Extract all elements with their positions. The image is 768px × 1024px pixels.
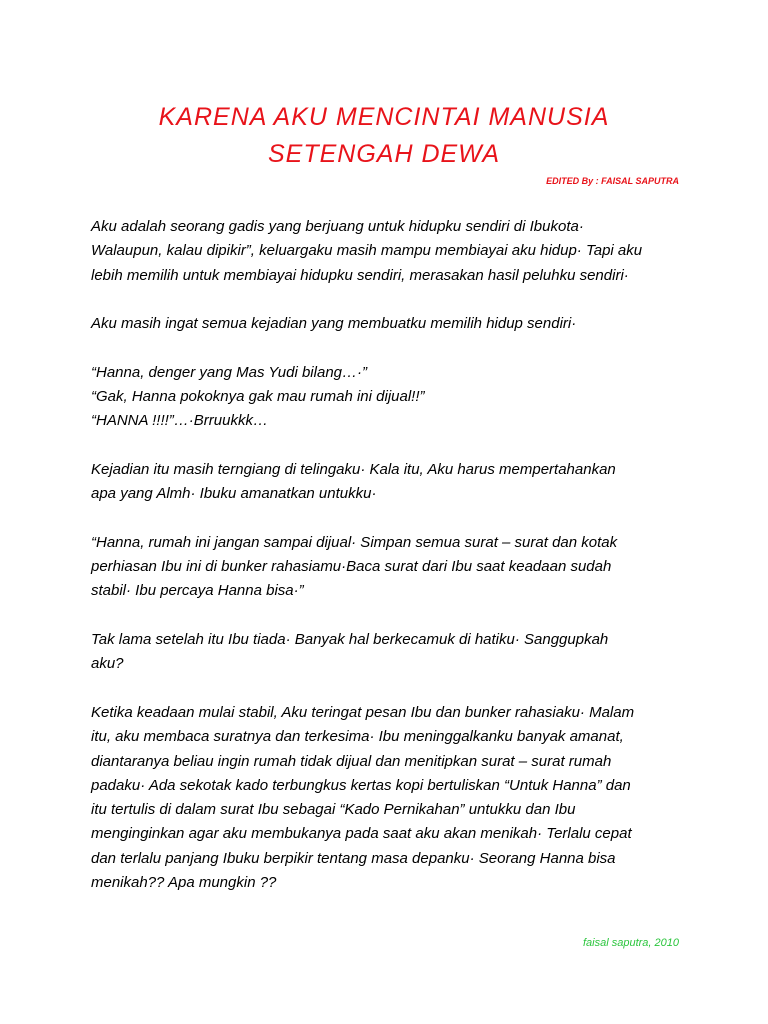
text-line: perhiasan Ibu ini di bunker rahasiamu·Baca surat dari Ibu saat keadaan sudah bbox=[91, 558, 612, 576]
text-line: Tak lama setelah itu Ibu tiada· Banyak hal berkecamuk di hatiku· Sanggupkah bbox=[91, 631, 609, 649]
text-line: “Hanna, denger yang Mas Yudi bilang…·” bbox=[91, 363, 367, 381]
text-line: Kejadian itu masih terngiang di telingaku· Kala itu, Aku harus mempertahankan bbox=[91, 460, 616, 478]
title-line: KARENA AKU MENCINTAI MANUSIA bbox=[158, 103, 610, 131]
paragraph bbox=[91, 531, 691, 604]
text-line: Walaupun, kalau dipikir”, keluargaku masih mampu membiayai aku hidup· Tapi aku bbox=[91, 242, 643, 260]
text-line: Aku masih ingat semua kejadian yang membuatku memilih hidup sendiri· bbox=[91, 315, 577, 333]
text-line: apa yang Almh· Ibuku amanatkan untukku· bbox=[91, 485, 377, 503]
text-line: Ketika keadaan mulai stabil, Aku teringat pesan Ibu dan bunker rahasiaku· Malam bbox=[91, 703, 635, 721]
edited-by-credit: EDITED By : FAISAL SAPUTRA bbox=[546, 176, 679, 186]
story-body bbox=[91, 215, 691, 920]
text-line: itu tertulis di dalam surat Ibu sebagai “Kado Pernikahan” untukku dan Ibu bbox=[91, 801, 576, 819]
text-line: lebih memilih untuk membiayai hidupku sendiri, merasakan hasil peluhku sendiri· bbox=[91, 266, 629, 284]
paragraph bbox=[91, 215, 691, 288]
dialogue-paragraph bbox=[91, 361, 691, 434]
text-line: Aku adalah seorang gadis yang berjuang untuk hidupku sendiri di Ibukota· bbox=[91, 218, 584, 235]
text-line: menginginkan agar aku membukanya pada saat aku akan menikah· Terlalu cepat bbox=[91, 825, 632, 843]
text-line: diantaranya beliau ingin rumah tidak dijual dan menitipkan surat – surat rumah bbox=[91, 752, 612, 770]
text-line: “HANNA !!!!”…·Brruukkk… bbox=[91, 412, 268, 430]
text-line: menikah?? Apa mungkin ?? bbox=[91, 874, 277, 892]
paragraph bbox=[91, 701, 691, 895]
text-line: padaku· Ada sekotak kado terbungkus kertas kopi bertuliskan “Untuk Hanna” dan bbox=[91, 776, 631, 794]
text-line: dan terlalu panjang Ibuku berpikir tentang masa depanku· Seorang Hanna bisa bbox=[91, 849, 616, 867]
author-signature: faisal saputra, 2010 bbox=[582, 937, 679, 949]
document-title bbox=[0, 99, 768, 173]
paragraph bbox=[91, 458, 691, 507]
paragraph bbox=[91, 628, 691, 677]
text-line: stabil· Ibu percaya Hanna bisa·” bbox=[91, 582, 304, 600]
title-line: SETENGAH DEWA bbox=[267, 140, 501, 168]
text-line: aku? bbox=[91, 655, 124, 673]
text-line: “Gak, Hanna pokoknya gak mau rumah ini dijual!!” bbox=[91, 388, 425, 406]
text-line: “Hanna, rumah ini jangan sampai dijual· Simpan semua surat – surat dan kotak bbox=[91, 533, 618, 551]
paragraph bbox=[91, 312, 691, 336]
text-line: itu, aku membaca suratnya dan terkesima· Ibu meninggalkanku banyak amanat, bbox=[91, 728, 624, 746]
